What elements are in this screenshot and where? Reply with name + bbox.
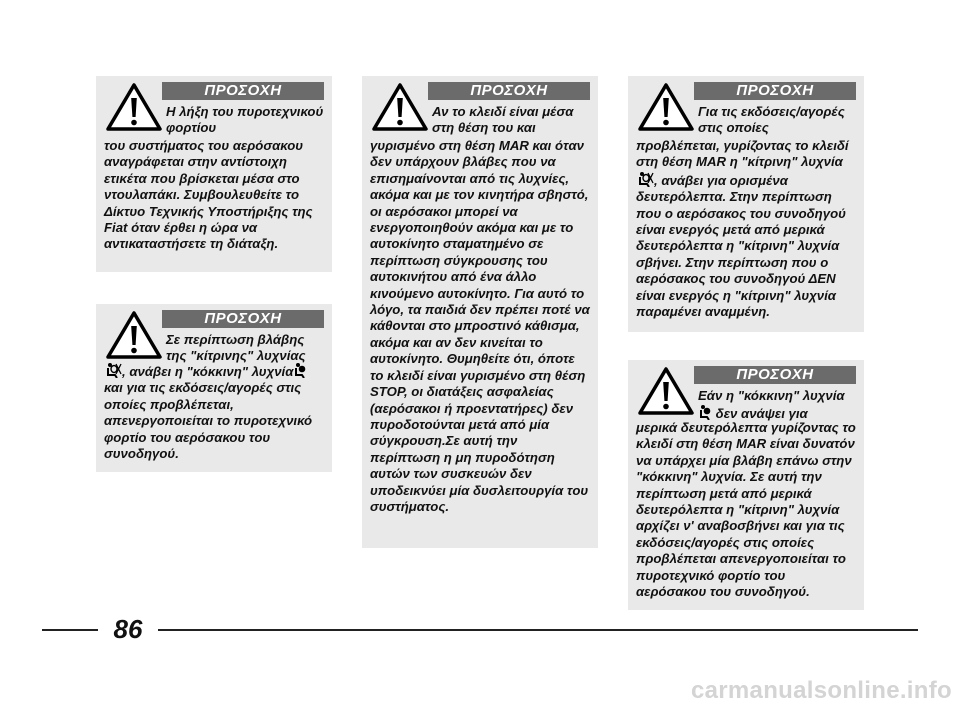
warning-lead-text: Η λήξη του πυροτεχνικού φορτίου [166, 104, 324, 136]
warning-box-5 [628, 360, 864, 610]
warning-body-text: του συστήματος του αερόσακου αναγράφεται στην αντίστοιχη ετικέτα που βρίσκεται μέσα στο ντουλαπάκι. Συμβουλευθείτε το Δίκτυο Τεχνικής Υποστήριξης της Fiat όταν έρθει η ώρα να αντικαταστήσετε τη διάταξη. [104, 138, 313, 252]
warning-title: ΠΡΟΣΟΧΗ [162, 82, 324, 100]
warning-box-3 [362, 76, 598, 548]
warning-triangle-icon [372, 82, 428, 132]
footer-rule-right [158, 629, 918, 631]
warning-triangle-icon [106, 310, 162, 360]
warning-body-text [636, 138, 856, 320]
warning-triangle-icon [106, 82, 162, 132]
warning-lead-text: Σε περίπτωση βλάβης της "κίτρινης" λυχνίας [166, 332, 306, 364]
warning-lead-part-2: δεν ανάψει για [712, 406, 808, 422]
warning-lead-part-1: Εάν η "κόκκινη" λυχνία [698, 388, 845, 403]
warning-lead-text [698, 388, 856, 423]
warning-body-text [104, 362, 324, 462]
warning-lead-text: Για τις εκδόσεις/αγορές στις οποίες [698, 104, 845, 136]
warning-triangle-icon [638, 82, 694, 132]
warning-triangle-icon [638, 366, 694, 416]
warning-header [104, 82, 324, 138]
warning-box-1 [96, 76, 332, 272]
footer-rule-left [42, 629, 98, 631]
warning-body-part-2: και για τις εκδόσεις/αγορές στις οποίες προβλέπεται, απενεργοποιείται το πυροτεχνικό φορτίο του αερόσακου του συνοδηγού. [104, 380, 313, 462]
warning-body-part-2: , ανάβει για ορισμένα δευτερόλεπτα. Στην περίπτωση που ο αερόσακος του συνοδηγού είναι ενεργός μετά από μερικά δευτερόλεπτα η "κίτρινη" λυχνία σβήνει. Στην περίπτωση που ο αερόσακος του συνοδηγού ΔΕΝ είναι ενεργός η "κίτρινη" λυχνία παραμένει αναμμένη. [636, 172, 846, 320]
passenger-airbag-off-icon [636, 171, 654, 187]
watermark: carmanualsonline.info [690, 677, 952, 704]
warning-header [636, 82, 856, 138]
warning-header [370, 82, 590, 138]
warning-title: ΠΡΟΣΟΧΗ [162, 310, 324, 328]
warning-body-part-1: προβλέπεται, γυρίζοντας το κλειδί στη θέση MAR η "κίτρινη" λυχνία [636, 138, 849, 170]
warning-box-4 [628, 76, 864, 332]
warning-header [104, 310, 324, 362]
warning-body-part-1: , ανάβει η "κόκκινη" λυχνία [122, 364, 294, 379]
warning-lead-text: Αν το κλειδί είναι μέσα στη θέση του και [432, 104, 574, 136]
warning-header [636, 366, 856, 420]
warning-title: ΠΡΟΣΟΧΗ [694, 82, 856, 100]
page-number: 86 [113, 614, 143, 644]
warning-title: ΠΡΟΣΟΧΗ [428, 82, 590, 100]
airbag-warning-lamp-icon [698, 404, 712, 420]
warning-box-2 [96, 304, 332, 472]
warning-body-text: γυρισμένο στη θέση MAR και όταν δεν υπάρχουν βλάβες που να επισημαίνονται από τις λυχνίες, ακόμα και με τον κινητήρα σβηστό, οι αερόσακοι μπορεί να ενεργοποιηθούν ακόμα και με το αυτοκίνητο σταματημένο σε περίπτωση σύγκρουσης του αυτοκινήτου από ένα άλλο κινούμενο αυτοκίνητο. Για αυτό το λόγο, τα παιδιά δεν πρέπει ποτέ να κάθονται στο μπροστινό κάθισμα, ακόμα και αν δεν κινείται το αυτοκίνητο. Θυμηθείτε ότι, όποτε το κλειδί είναι γυρισμένο στη θέση STOP, οι διατάξεις ασφαλείας (αερόσακοι ή προεντατήρες) δεν πυροδοτούνται μετά από μία σύγκρουση.Σε αυτή την περίπτωση η μη πυροδότηση αυτών των συσκευών δεν υποδεικνύει μία δυσλειτουργία του συστήματος. [370, 138, 590, 514]
warning-body-text: μερικά δευτερόλεπτα γυρίζοντας το κλειδί στη θέση MAR είναι δυνατόν να υπάρχει μία βλάβη επάνω στην "κόκκινη" λυχνία. Σε αυτή την περίπτωση μετά από μερικά δευτερόλεπτα η "κίτρινη" λυχνία αρχίζει ν' αναβοσβήνει και για τις εκδόσεις/αγορές στις οποίες προβλέπεται απενεργοποιείται το πυροτεχνικό φορτίο του αερόσακου του συνοδηγού. [636, 420, 856, 600]
passenger-airbag-off-icon [104, 362, 122, 378]
warning-title: ΠΡΟΣΟΧΗ [694, 366, 856, 384]
